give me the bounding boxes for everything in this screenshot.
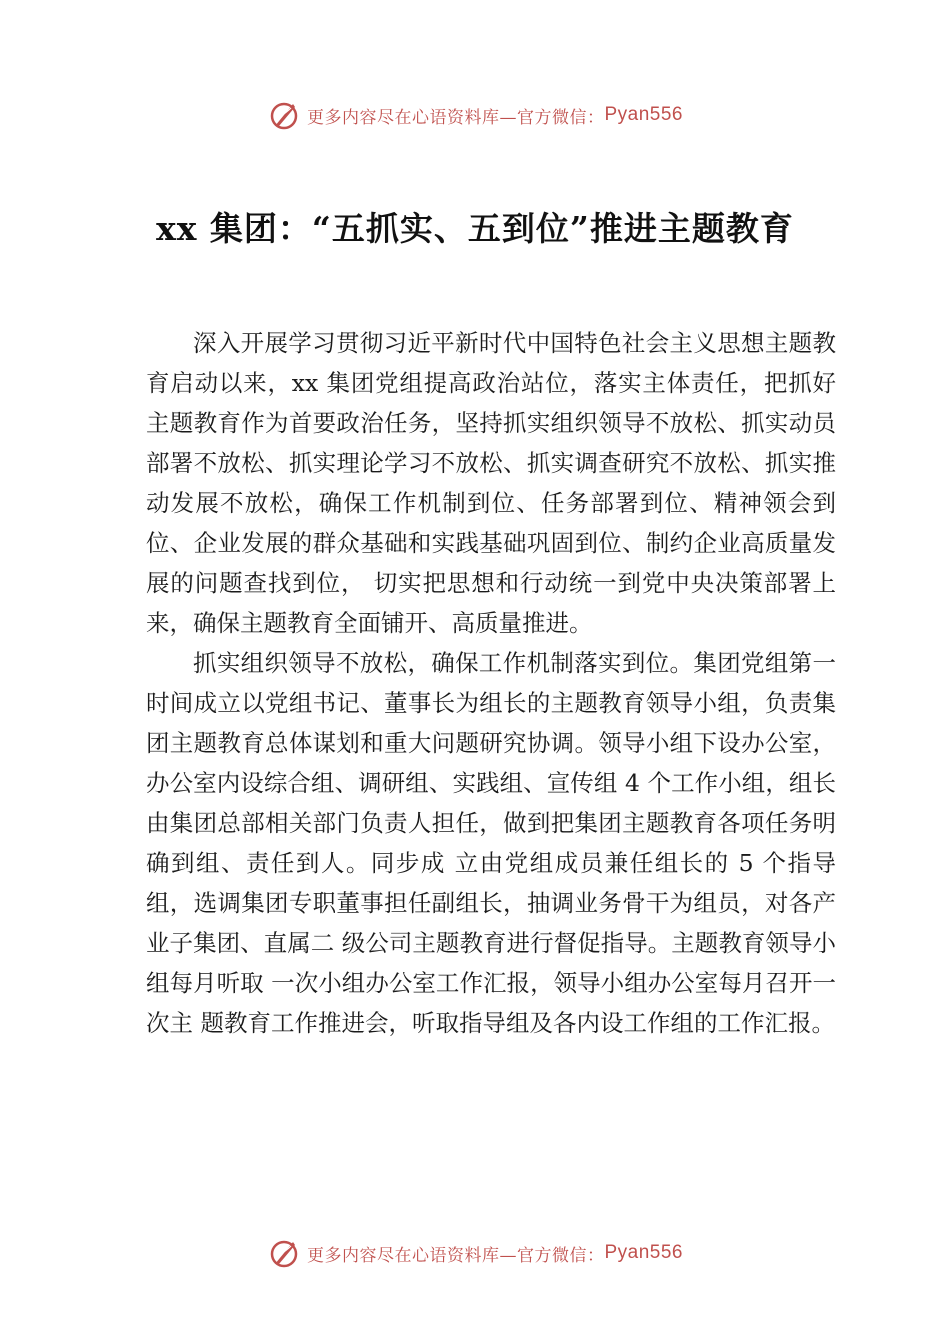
document-body — [146, 323, 836, 1043]
quill-logo-icon — [267, 1236, 301, 1270]
header-wechat-id: Pyan556 — [604, 104, 683, 125]
footer-banner — [0, 1233, 950, 1273]
paragraph-organization: 抓实组织领导不放松，确保工作机制落实到位。集团党组第一时间成立以党组书记、董事长为组长的主题教育领导小组，负责集团主题教育总体谋划和重大问题研究协调。领导小组下设办公室，办公室内设综合组、调研组、实践组、宣传组 4 个工作小组，组长由集团总部相关部门负责人担任，做到把集团主题教育各项任务明确到组、责任到人。同步成 立由党组成员兼任组长的 5 个指导组，选调集团专职董事担任副组长，抽调业务骨干为组员，对各产业子集团、直属二 级公司主题教育进行督促指导。主题教育领导小组每月听取 一次小组办公室工作汇报，领导小组办公室每月召开一次主 题教育工作推进会，听取指导组及各内设工作组的工作汇报。 — [146, 649, 836, 1037]
page-title: xx 集团：“五抓实、五到位”推进主题教育 — [156, 209, 794, 248]
header-banner-text: 更多内容尽在心语资料库—官方微信： — [306, 107, 605, 128]
quill-logo-icon — [267, 98, 301, 132]
paragraph-intro: 深入开展学习贯彻习近平新时代中国特色社会主义思想主题教育启动以来，xx 集团党组提高政治站位，落实主体责任，把抓好主题教育作为首要政治任务，坚持抓实组织领导不放松、抓实动员部署不放松、抓实理论学习不放松、抓实调查研究不放松、抓实推动发展不放松，确保工作机制到位、任务部署到位、精神领会到位、企业发展的群众基础和实践基础巩固到位、制约企业高质量发展的问题查找到位， 切实把思想和行动统一到党中央决策部署上来，确保主题教育全面铺开、高质量推进。 — [146, 329, 836, 637]
header-banner — [0, 95, 950, 135]
footer-wechat-id: Pyan556 — [604, 1242, 683, 1263]
footer-banner-text: 更多内容尽在心语资料库—官方微信： — [306, 1245, 605, 1266]
